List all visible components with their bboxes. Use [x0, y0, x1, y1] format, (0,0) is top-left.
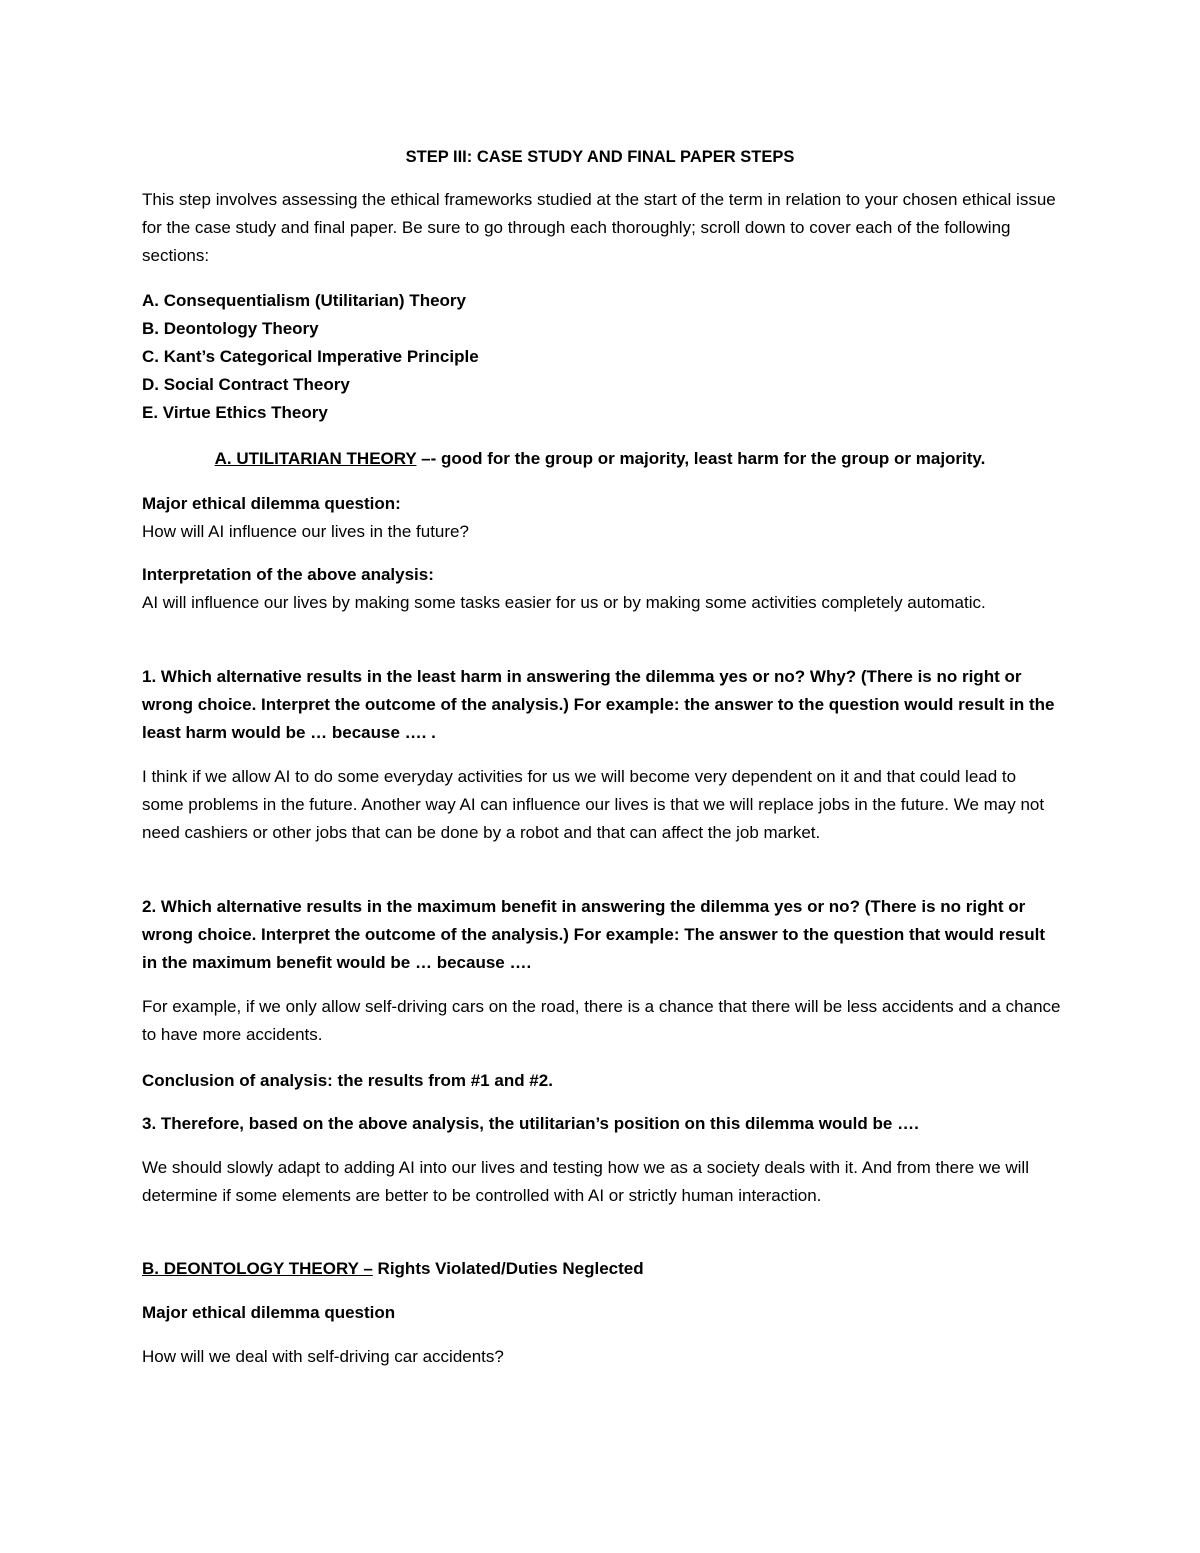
section-a-interpretation-text: AI will influence our lives by making some tasks easier for us or by making some activities completely automatic.	[142, 593, 986, 612]
section-a-interpretation-label: Interpretation of the above analysis:	[142, 565, 434, 584]
question-3: 3. Therefore, based on the above analysis, the utilitarian’s position on this dilemma would be ….	[142, 1114, 919, 1133]
section-b-heading	[142, 1255, 1062, 1283]
section-a-dilemma-text: How will AI influence our lives in the future?	[142, 522, 469, 541]
intro-paragraph: This step involves assessing the ethical frameworks studied at the start of the term in relation to your chosen ethical issue for the case study and final paper. Be sure to go through each thoroughly; scroll down to cover each of the following sections:	[142, 190, 1056, 265]
answer-2: For example, if we only allow self-driving cars on the road, there is a chance that there will be less accidents and a chance to have more accidents.	[142, 997, 1061, 1044]
list-item: B. Deontology Theory	[142, 319, 319, 338]
section-b-dilemma-text: How will we deal with self-driving car accidents?	[142, 1347, 504, 1366]
question-2: 2. Which alternative results in the maximum benefit in answering the dilemma yes or no? (There is no right or wrong choice. Interpret the outcome of the analysis.) For example: The answer to the question that would result in the maximum benefit would be … because ….	[142, 897, 1046, 972]
section-a-heading-rest: –- good for the group or majority, least harm for the group or majority.	[416, 449, 986, 468]
question-1: 1. Which alternative results in the least harm in answering the dilemma yes or no? Why? (There is no right or wrong choice. Interpret the outcome of the analysis.) For example: the answer to the question would result in the least harm would be … because …. .	[142, 667, 1055, 742]
list-item: E. Virtue Ethics Theory	[142, 403, 328, 422]
section-b-heading-title: B. DEONTOLOGY THEORY	[142, 1259, 359, 1278]
conclusion-label: Conclusion of analysis: the results from #1 and #2.	[142, 1071, 553, 1090]
section-a-heading-title: A. UTILITARIAN THEORY	[214, 449, 417, 468]
page-title: STEP III: CASE STUDY AND FINAL PAPER STEPS	[405, 148, 795, 166]
section-a-dilemma-label: Major ethical dilemma question:	[142, 494, 401, 513]
section-a-heading	[0, 445, 1200, 473]
section-b-heading-rest: Rights Violated/Duties Neglected	[372, 1259, 644, 1278]
list-item: D. Social Contract Theory	[142, 375, 350, 394]
list-item: C. Kant’s Categorical Imperative Principle	[142, 347, 479, 366]
answer-3: We should slowly adapt to adding AI into our lives and testing how we as a society deals with it. And from there we will determine if some elements are better to be controlled with AI or strictly human interaction.	[142, 1158, 1029, 1205]
list-item: A. Consequentialism (Utilitarian) Theory	[142, 291, 466, 310]
answer-1: I think if we allow AI to do some everyday activities for us we will become very dependent on it and that could lead to some problems in the future. Another way AI can influence our lives is that we will replace jobs in the future. We may not need cashiers or other jobs that can be done by a robot and that can affect the job market.	[142, 767, 1045, 842]
sections-list	[142, 287, 479, 427]
section-b-heading-dash: –	[358, 1259, 373, 1278]
section-b-dilemma-label: Major ethical dilemma question	[142, 1303, 396, 1322]
